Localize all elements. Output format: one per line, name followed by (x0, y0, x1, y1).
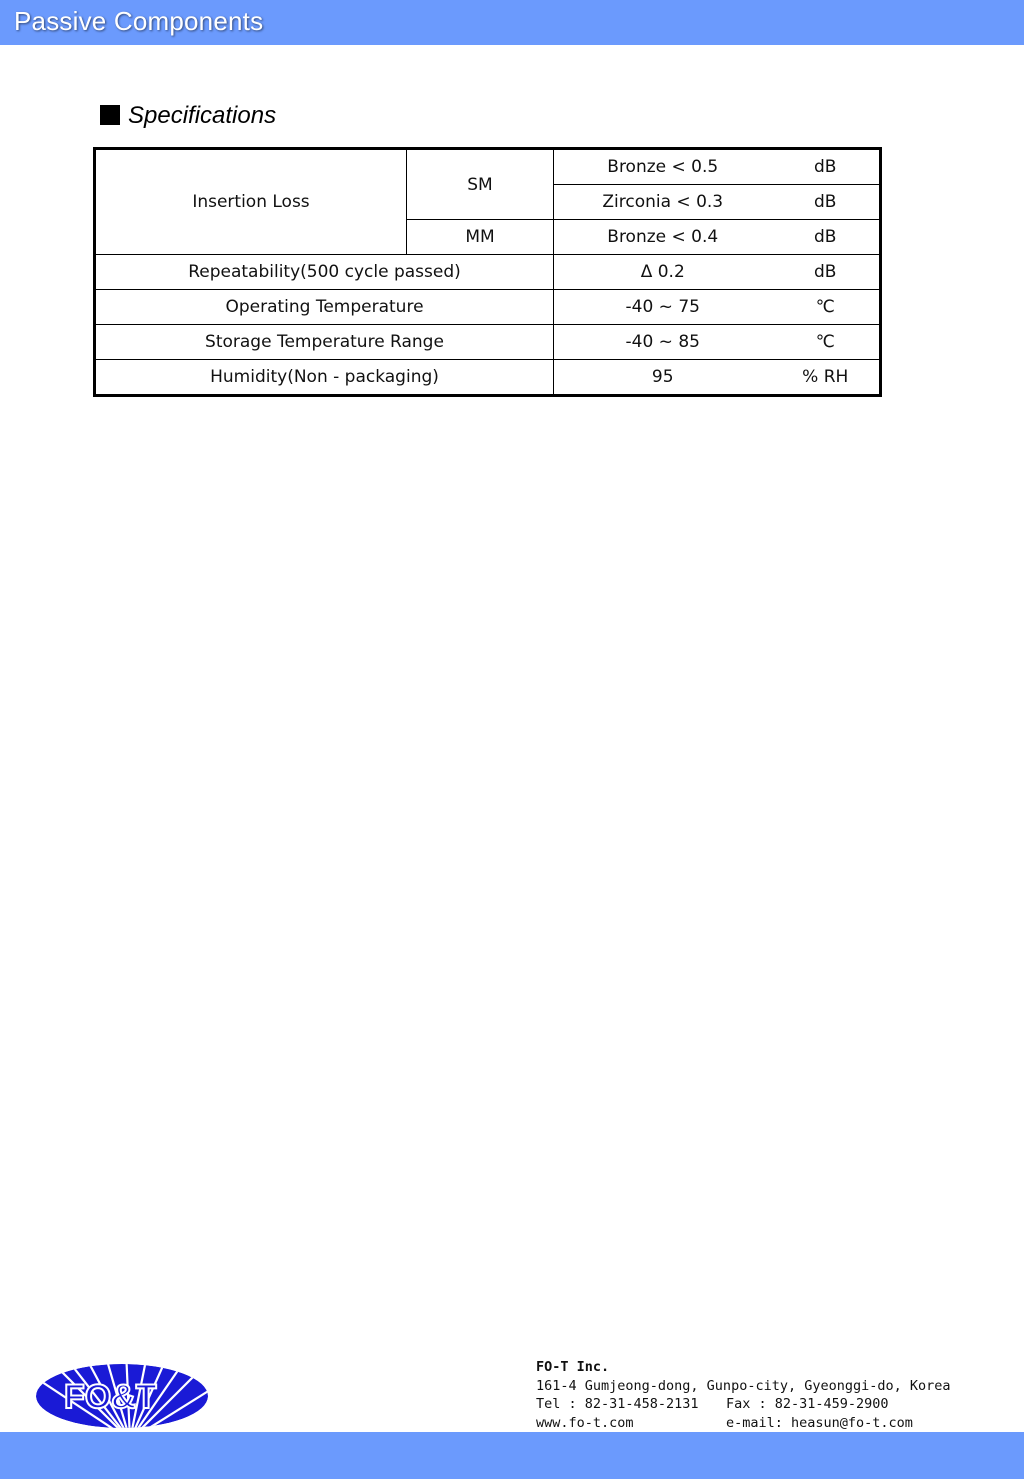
company-name: FO-T Inc. (536, 1359, 610, 1375)
company-info (536, 1358, 951, 1432)
spec-label: Storage Temperature Range (95, 325, 554, 360)
section-heading-text: Specifications (128, 102, 277, 129)
spec-value: Bronze < 0.5 (554, 149, 772, 185)
web-row (536, 1414, 951, 1433)
table-row (95, 149, 881, 185)
header-title: Passive Components (14, 6, 264, 36)
table-row (95, 255, 881, 290)
spec-label: Operating Temperature (95, 290, 554, 325)
spec-unit: ℃ (772, 290, 881, 325)
footer-bar (0, 1432, 1024, 1479)
contact-row (536, 1395, 951, 1414)
spec-unit: dB (772, 220, 881, 255)
insertion-loss-label: Insertion Loss (95, 149, 407, 255)
spec-value: -40 ~ 85 (554, 325, 772, 360)
spec-value: 95 (554, 360, 772, 396)
spec-unit: dB (772, 149, 881, 185)
spec-unit: ℃ (772, 325, 881, 360)
header-bar (0, 0, 1024, 45)
section-heading (100, 102, 276, 130)
spec-label: Humidity(Non - packaging) (95, 360, 554, 396)
spec-value: -40 ~ 75 (554, 290, 772, 325)
company-website[interactable]: www.fo-t.com (536, 1414, 634, 1431)
spec-unit: dB (772, 255, 881, 290)
company-tel: Tel : 82-31-458-2131 (536, 1396, 699, 1412)
square-bullet-icon (100, 105, 120, 125)
table-row (95, 290, 881, 325)
company-email[interactable]: e-mail: heasun@fo-t.com (726, 1414, 913, 1431)
spec-value: Zirconia < 0.3 (554, 185, 772, 220)
spec-label: Repeatability(500 cycle passed) (95, 255, 554, 290)
spec-value: Δ 0.2 (554, 255, 772, 290)
table-row (95, 360, 881, 396)
sm-label: SM (407, 149, 554, 220)
company-fax: Fax : 82-31-459-2900 (726, 1396, 889, 1412)
mm-label: MM (407, 220, 554, 255)
spec-unit: dB (772, 185, 881, 220)
company-address: 161-4 Gumjeong-dong, Gunpo-city, Gyeonggi-do, Korea (536, 1377, 951, 1394)
company-logo (30, 1360, 210, 1432)
spec-unit: % RH (772, 360, 881, 396)
table-row (95, 325, 881, 360)
spec-value: Bronze < 0.4 (554, 220, 772, 255)
logo-text: FO&T (64, 1378, 157, 1416)
specifications-table (93, 147, 882, 397)
